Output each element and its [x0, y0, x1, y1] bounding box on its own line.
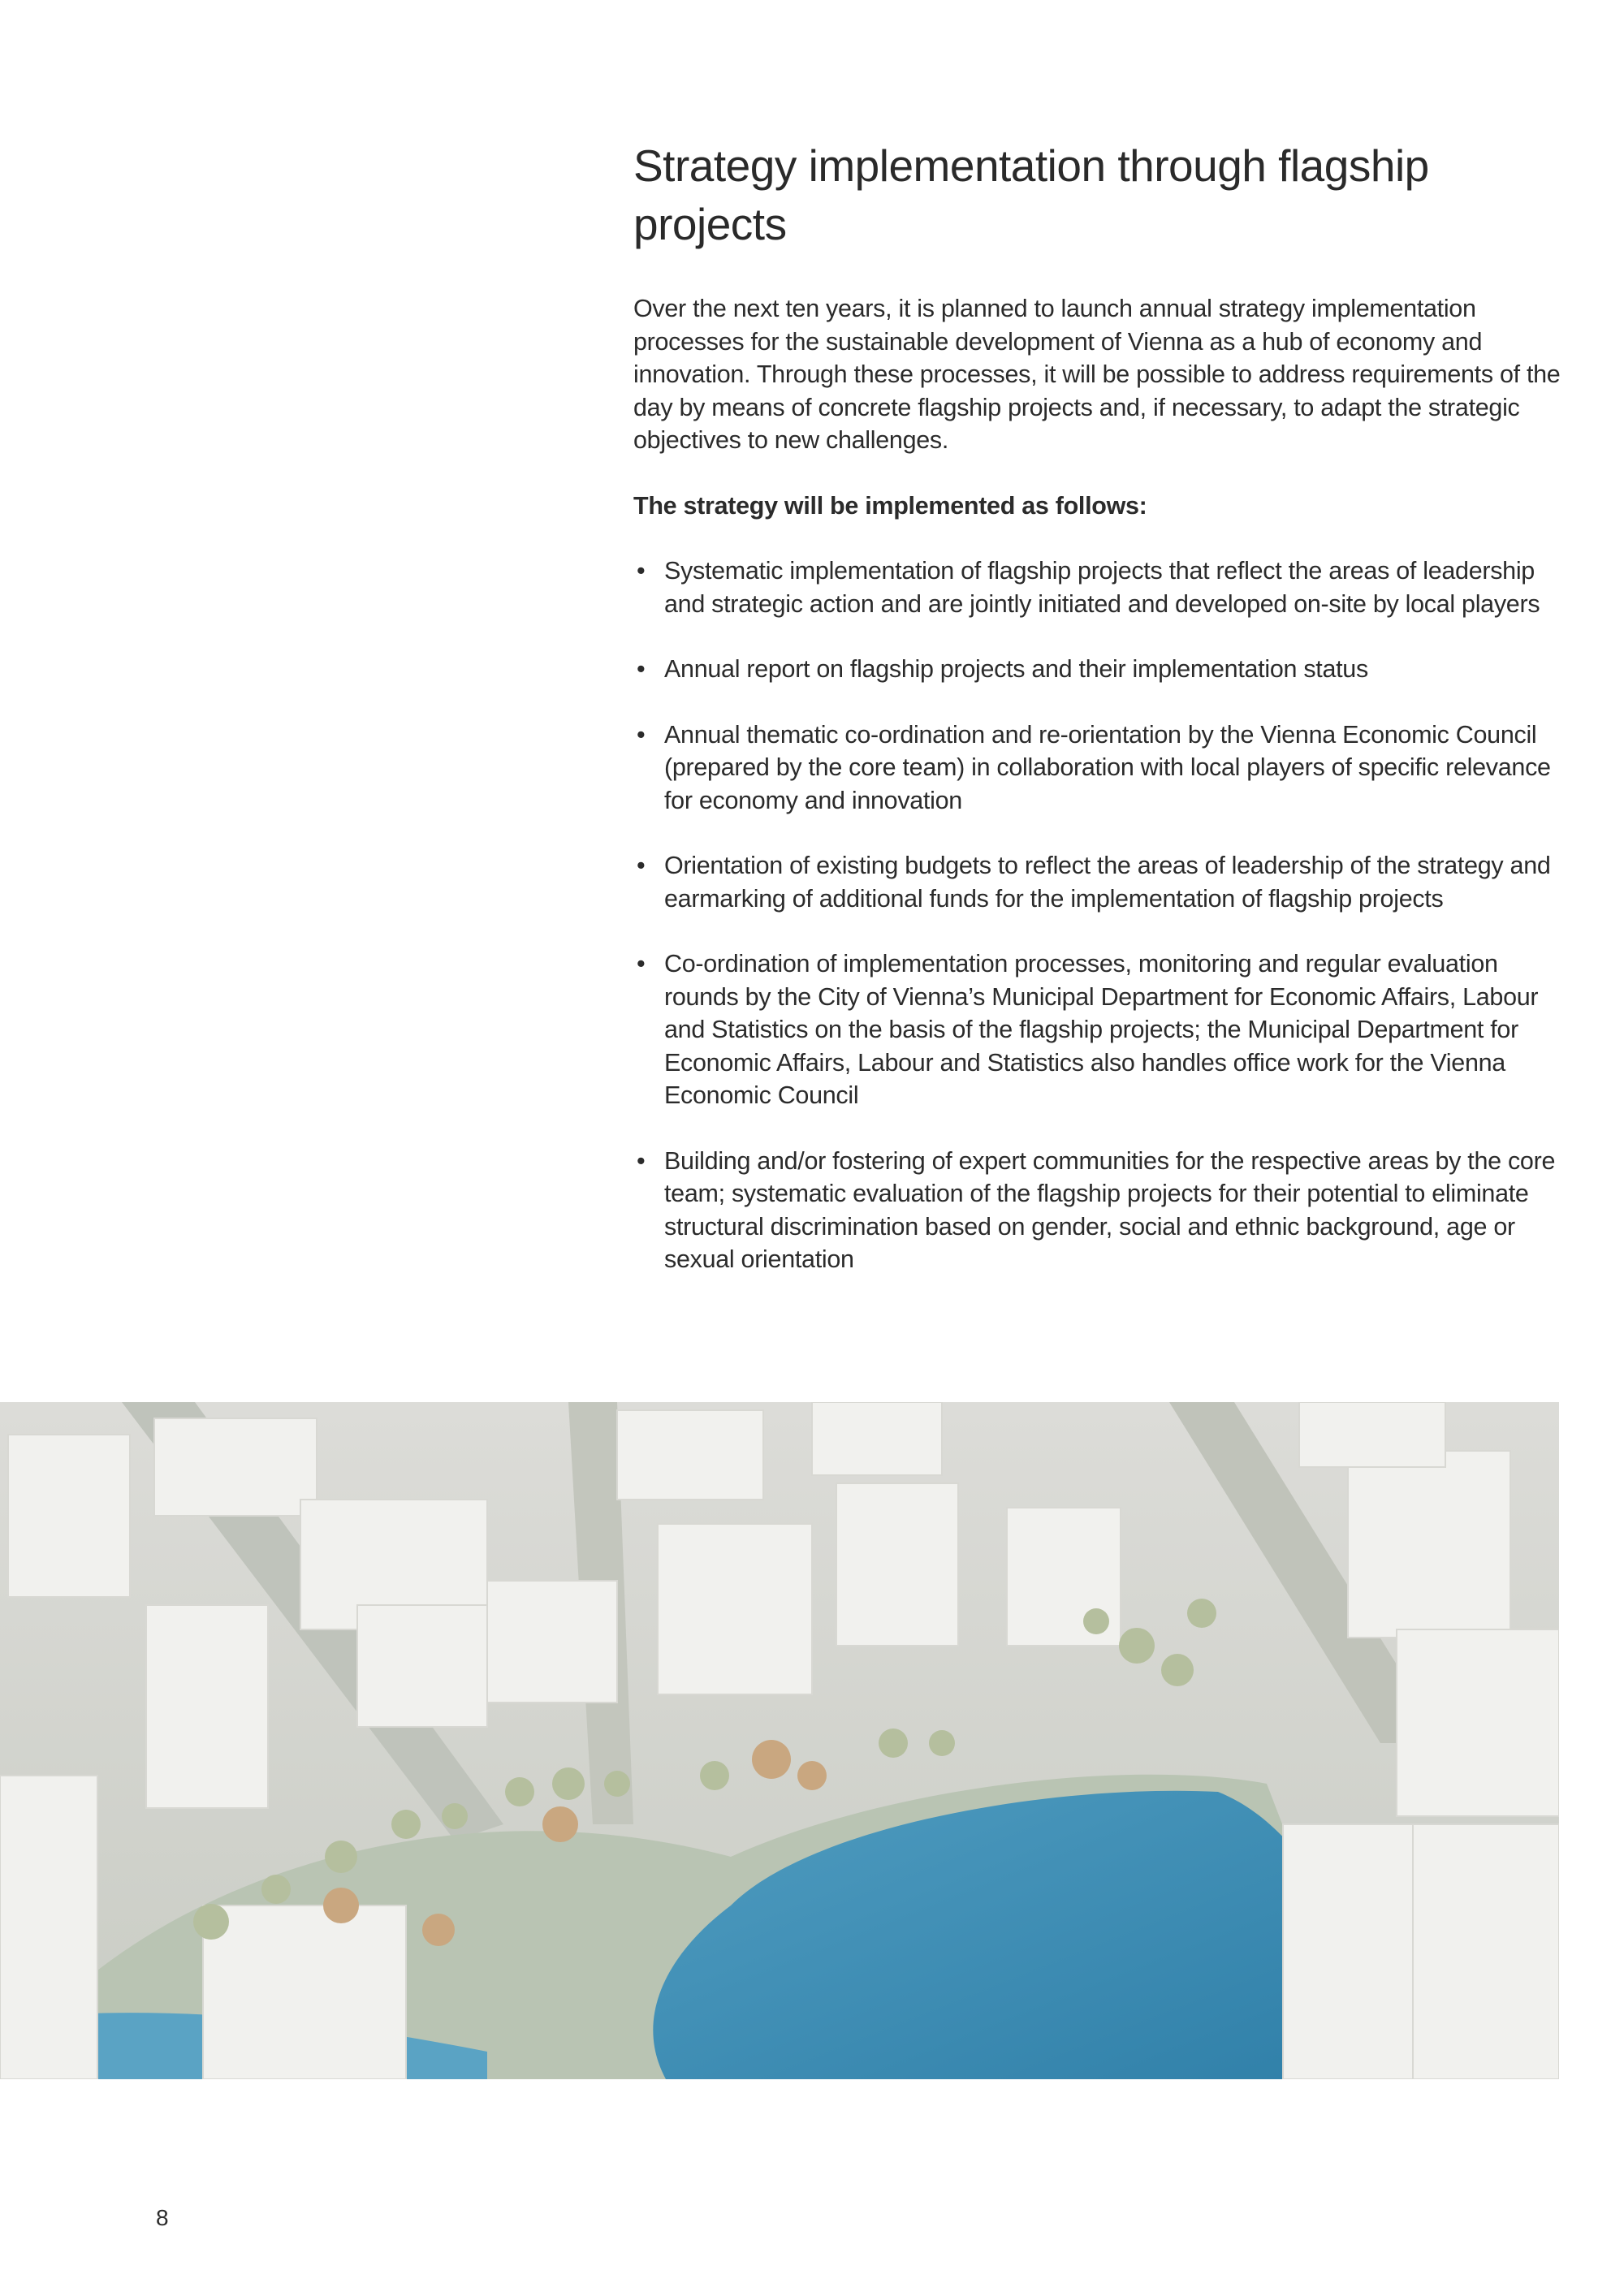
intro-paragraph: Over the next ten years, it is planned to launch annual strategy implementation processes for the sustainable development of Vienna as a hub of economy and innovation. Through these processes, it will be possible to address requirements of the day by means of concrete flagship projects and, if necessary, to adapt the strategic objectives to new challenges. — [633, 295, 1561, 454]
bullet-icon: • — [637, 655, 646, 683]
bullet-icon: • — [637, 720, 646, 749]
list-item: • Building and/or fostering of expert communities for the respective areas by the core team; systematic evaluation of the flagship projects for their potential to eliminate structural discrimination based on gender, social and ethnic background, age or sexual orientation — [633, 1145, 1567, 1276]
list-item: • Annual thematic co-ordination and re-orientation by the Vienna Economic Council (prepared by the core team) in collaboration with local players of specific relevance for economy and innovation — [633, 719, 1567, 818]
page-number: 8 — [156, 2205, 169, 2230]
page-title: Strategy implementation through flagship projects — [633, 140, 1429, 249]
city-model-photo — [0, 1402, 1559, 2079]
bullet-icon: • — [637, 557, 646, 585]
list-item: • Orientation of existing budgets to reflect the areas of leadership of the strategy and earmarking of additional funds for the implementation of flagship projects — [633, 849, 1567, 915]
bullet-icon: • — [637, 950, 646, 978]
list-heading: The strategy will be implemented as follows: — [633, 491, 1147, 520]
main-column — [633, 136, 1567, 1309]
implementation-list — [633, 555, 1567, 1276]
list-item: • Annual report on flagship projects and their implementation status — [633, 653, 1567, 686]
architectural-model-image — [0, 1402, 1559, 2079]
bullet-icon: • — [637, 1146, 646, 1175]
bullet-icon: • — [637, 852, 646, 879]
list-item: • Co-ordination of implementation processes, monitoring and regular evaluation rounds by the City of Vienna’s Municipal Department for Economic Affairs, Labour and Statistics on the basis of the flagship projects; the Municipal Department for Economic Affairs, Labour and Statistics also handles office work for the Vienna Economic Council — [633, 947, 1567, 1112]
list-item: • Systematic implementation of flagship projects that reflect the areas of leadership and strategic action and are jointly initiated and developed on-site by local players — [633, 555, 1567, 620]
